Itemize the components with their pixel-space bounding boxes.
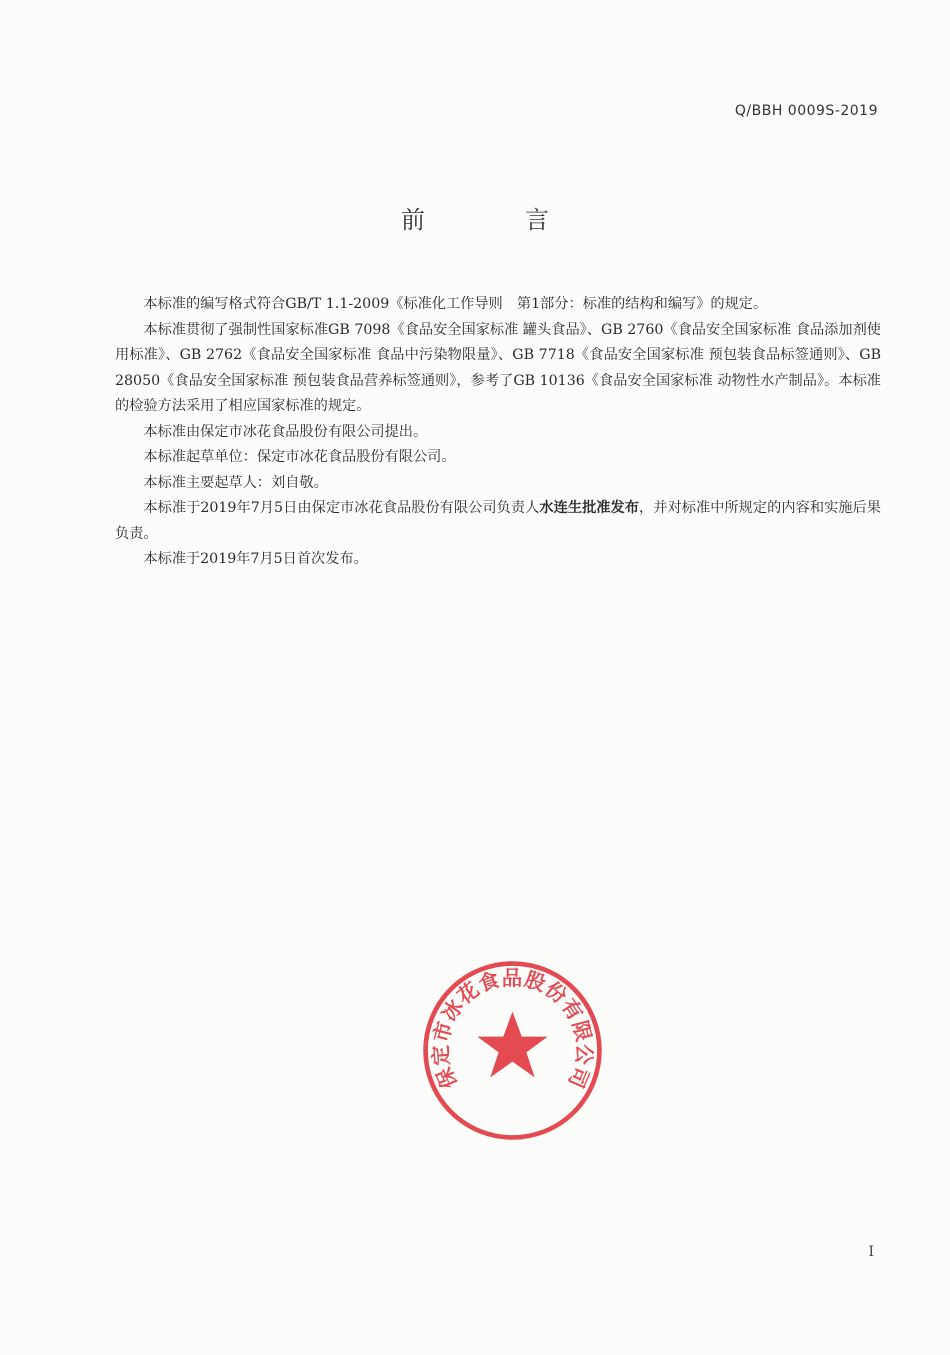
paragraph-drafter: 本标准主要起草人：刘自敬。 bbox=[143, 474, 328, 491]
paragraph-referenced-standards: 本标准贯彻了强制性国家标准GB 7098《食品安全国家标准 罐头食品》、GB 2760《食品安全国家标准 食品添加剂使用标准》、GB 2762《食品安全国家标准 食品中污染物限量》、GB 7718《食品安全国家标准 预包装食品标签通则》、GB 28050《食品安全国家标准 预包装食品营养标签通则》，参考了GB 10136《食品安全国家标准 动物性水产制品》。本标准的检验方法采用了相应国家标准的规定。 bbox=[115, 321, 881, 414]
approver-bold: 水连生批准发布 bbox=[539, 500, 640, 516]
foreword-body bbox=[115, 292, 881, 573]
title-char-right: 言 bbox=[525, 206, 549, 234]
paragraph-approval: 本标准于2019年7月5日由保定市冰花食品股份有限公司负责人水连生批准发布，并对标准中所规定的内容和实施后果负责。 bbox=[115, 500, 881, 542]
page-title bbox=[0, 200, 950, 235]
svg-text:保定市冰花食品股份有限公司: 保定市冰花食品股份有限公司 bbox=[428, 965, 597, 1093]
paragraph-proposer: 本标准由保定市冰花食品股份有限公司提出。 bbox=[143, 423, 428, 440]
paragraph-drafting-unit: 本标准起草单位：保定市冰花食品股份有限公司。 bbox=[143, 449, 456, 465]
company-seal-stamp bbox=[420, 958, 605, 1143]
paragraph-format: 本标准的编写格式符合GB/T 1.1-2009《标准化工作导则 第1部分：标准的结构和编写》的规定。 bbox=[143, 296, 768, 312]
document-code: Q/BBH 0009S-2019 bbox=[734, 103, 878, 119]
paragraph-first-release: 本标准于2019年7月5日首次发布。 bbox=[143, 551, 368, 567]
page-number: I bbox=[868, 1244, 874, 1260]
title-char-left: 前 bbox=[401, 206, 425, 234]
